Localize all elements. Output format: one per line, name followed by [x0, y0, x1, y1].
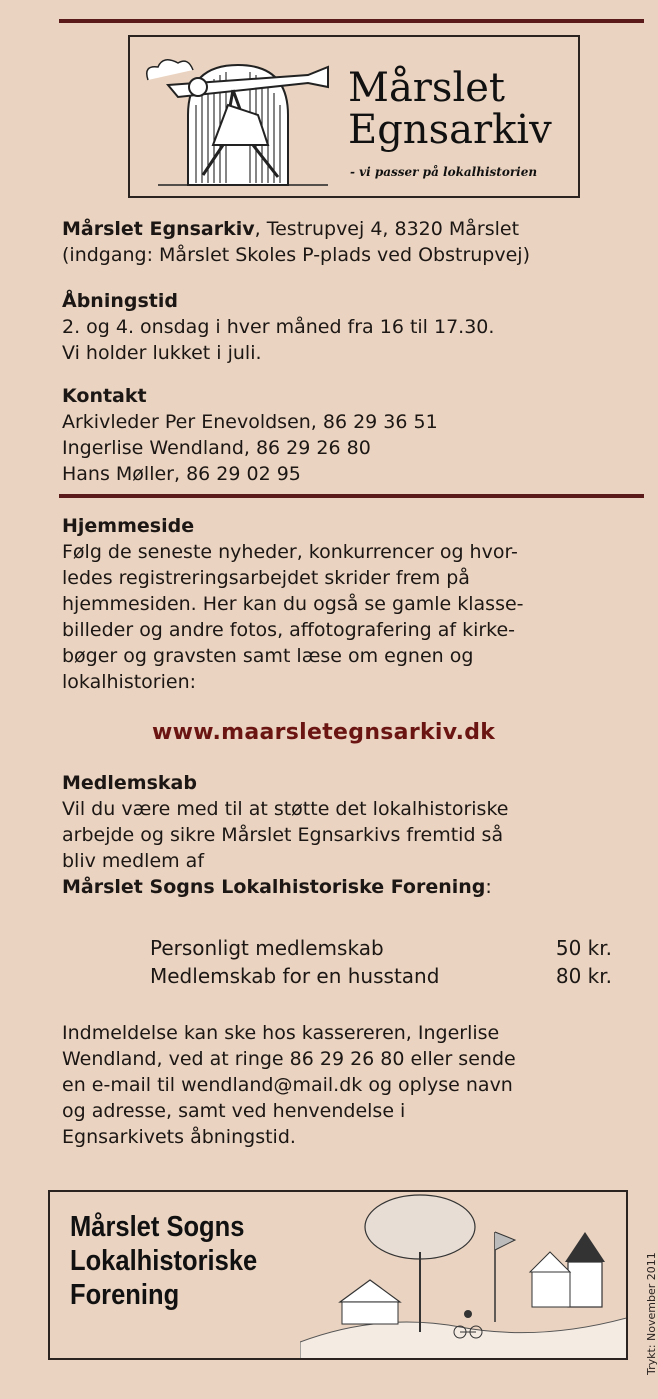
association-logo-line: Mårslet Sogns — [70, 1211, 245, 1243]
printed-date: Trykt: November 2011 — [645, 1252, 658, 1375]
price-row — [150, 934, 612, 962]
website-line: hjemmesiden. Her kan du også se gamle klasse- — [62, 593, 524, 615]
contact-block — [62, 383, 438, 487]
contact-person: Hans Møller, 86 29 02 95 — [62, 463, 301, 485]
website-block — [62, 513, 524, 695]
village-church-sketch-icon — [300, 1192, 628, 1360]
trumpet-player-icon — [138, 45, 338, 190]
membership-block — [62, 770, 508, 900]
middle-rule — [59, 494, 644, 498]
opening-line: 2. og 4. onsdag i hver måned fra 16 til 17.30. — [62, 316, 495, 338]
signup-block — [62, 1020, 516, 1150]
association-logo-line: Forening — [70, 1279, 180, 1311]
opening-line: Vi holder lukket i juli. — [62, 342, 262, 364]
price-table — [150, 934, 612, 990]
archive-entrance: (indgang: Mårslet Skoles P-plads ved Obstrupvej) — [62, 244, 530, 266]
membership-line: Vil du være med til at støtte det lokalhistoriske — [62, 798, 509, 820]
contact-heading: Kontakt — [62, 385, 147, 407]
website-line: billeder og andre fotos, affotografering af kirke- — [62, 619, 516, 641]
opening-heading: Åbningstid — [62, 290, 178, 312]
association-logo-name — [70, 1210, 257, 1312]
signup-line: Wendland, ved at ringe 86 29 26 80 eller sende — [62, 1048, 516, 1070]
association-logo — [48, 1190, 628, 1360]
logo-title — [348, 67, 552, 151]
contact-person: Ingerlise Wendland, 86 29 26 80 — [62, 437, 371, 459]
association-logo-line: Lokalhistoriske — [70, 1245, 258, 1277]
signup-line: en e-mail til wendland@mail.dk og oplyse navn — [62, 1074, 513, 1096]
logo-title-line1: Mårslet — [348, 65, 505, 111]
website-heading: Hjemmeside — [62, 515, 195, 537]
contact-person: Arkivleder Per Enevoldsen, 86 29 36 51 — [62, 411, 438, 433]
association-suffix: : — [485, 876, 492, 898]
signup-line: Indmeldelse kan ske hos kassereren, Ingerlise — [62, 1022, 500, 1044]
top-rule — [59, 19, 644, 23]
logo-title-line2: Egnsarkiv — [348, 107, 552, 153]
price-value: 50 kr. — [555, 936, 612, 960]
opening-block — [62, 288, 494, 366]
price-value: 80 kr. — [555, 964, 612, 988]
website-line: lokalhistorien: — [62, 671, 197, 693]
price-label: Medlemskab for en husstand — [150, 964, 440, 988]
egnsarkiv-logo — [128, 35, 580, 198]
website-url-link[interactable]: www.maarsletegnsarkiv.dk — [152, 720, 496, 745]
address-block — [62, 216, 530, 268]
archive-name: Mårslet Egnsarkiv — [62, 218, 255, 240]
membership-line: arbejde og sikre Mårslet Egnsarkivs fremtid så — [62, 824, 504, 846]
price-row — [150, 962, 612, 990]
signup-line: og adresse, samt ved henvendelse i — [62, 1100, 406, 1122]
website-line: ledes registreringsarbejdet skrider frem på — [62, 567, 470, 589]
website-line: bøger og gravsten samt læse om egnen og — [62, 645, 474, 667]
website-line: Følg de seneste nyheder, konkurrencer og hvor- — [62, 541, 518, 563]
logo-tagline: - vi passer på lokalhistorien — [350, 165, 538, 179]
archive-street: , Testrupvej 4, 8320 Mårslet — [254, 218, 520, 240]
membership-line: bliv medlem af — [62, 850, 205, 872]
membership-heading: Medlemskab — [62, 772, 197, 794]
association-name: Mårslet Sogns Lokalhistoriske Forening — [62, 876, 486, 898]
signup-line: Egnsarkivets åbningstid. — [62, 1126, 296, 1148]
price-label: Personligt medlemskab — [150, 936, 384, 960]
